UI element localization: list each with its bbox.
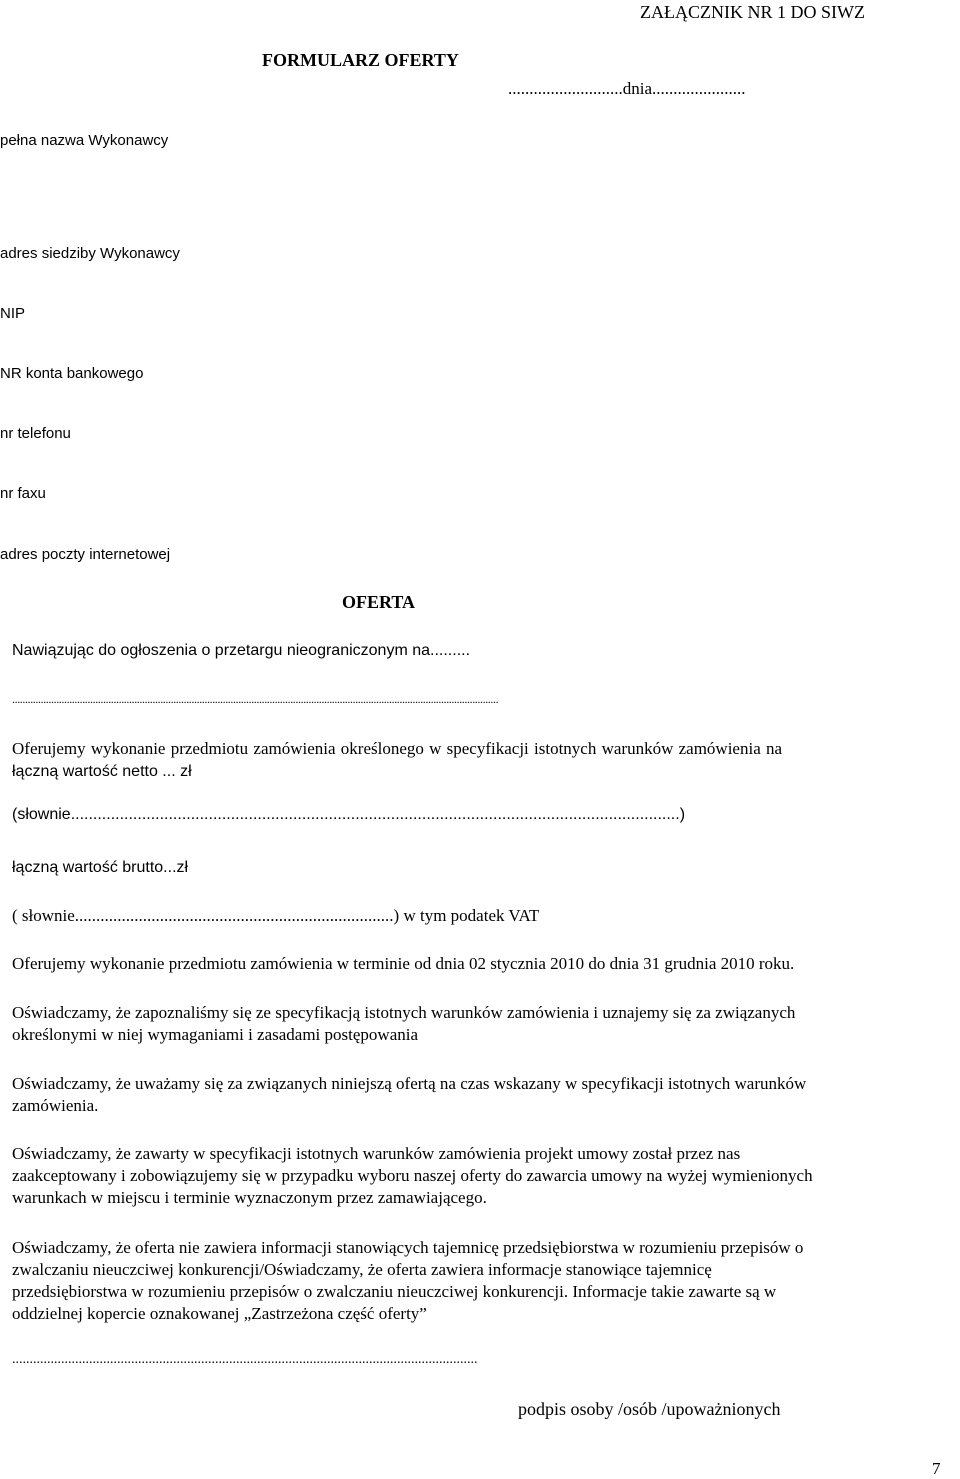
annex-label: ZAŁĄCZNIK NR 1 DO SIWZ xyxy=(640,2,865,22)
page-number: 7 xyxy=(932,1459,941,1478)
offer-intro: Nawiązując do ogłoszenia o przetargu nieograniczonym na......... xyxy=(12,642,471,659)
declaration-line: określonymi w niej wymaganiami i zasadami postępowania xyxy=(12,1025,419,1044)
declaration-line: Oświadczamy, że zapoznaliśmy się ze specyfikacją istotnych warunków zamówienia i uznajemy się za związanych xyxy=(12,1003,796,1022)
declaration-2 xyxy=(12,1073,806,1117)
email-label: adres poczty internetowej xyxy=(0,546,171,563)
declaration-line: oddzielnej kopercie oznakowanej „Zastrzeżona część oferty” xyxy=(12,1304,427,1323)
gross-value-words: ( słownie...........................................................................) w tym podatek VAT xyxy=(12,906,540,925)
gross-value: łączną wartość brutto...zł xyxy=(12,859,189,876)
declaration-4 xyxy=(12,1237,803,1325)
declaration-line: zamówienia. xyxy=(12,1096,99,1115)
offer-dots-line: ........................................................................................................................................................................................... xyxy=(12,692,499,706)
declaration-line: warunkach w miejscu i terminie wyznaczonym przez zamawiającego. xyxy=(12,1188,487,1207)
date-line: ...........................dnia...................... xyxy=(508,79,746,98)
declaration-3 xyxy=(12,1143,813,1209)
declaration-line: Oświadczamy, że oferta nie zawiera informacji stanowiących tajemnicę przedsiębiorstwa w rozumieniu przepisów o xyxy=(12,1238,804,1257)
net-value: łączną wartość netto ... zł xyxy=(12,763,192,780)
nip-label: NIP xyxy=(0,305,26,322)
fax-label: nr faxu xyxy=(0,485,46,502)
phone-label: nr telefonu xyxy=(0,425,71,442)
contractor-name-label: pełna nazwa Wykonawcy xyxy=(0,132,169,149)
declaration-1 xyxy=(12,1002,795,1046)
declaration-line: zaakceptowany i zobowiązujemy się w przypadku wyboru naszej oferty do zawarcia umowy na wyżej wymienionych xyxy=(12,1166,813,1185)
offer-value-line: Oferujemy wykonanie przedmiotu zamówienia określonego w specyfikacji istotnych warunków zamówienia na xyxy=(12,739,783,758)
form-title: FORMULARZ OFERTY xyxy=(262,50,459,70)
declaration-line: Oświadczamy, że zawarty w specyfikacji istotnych warunków zamówienia projekt umowy został przez nas xyxy=(12,1144,741,1163)
declaration-line: zwalczaniu nieuczciwej konkurencji/Oświadczamy, że oferta zawiera informacje stanowiące tajemnicę xyxy=(12,1260,712,1279)
declaration-line: Oświadczamy, że uważamy się za związanych niniejszą ofertą na czas wskazany w specyfikacji istotnych warunków xyxy=(12,1074,807,1093)
declaration-line: przedsiębiorstwa w rozumieniu przepisów o zwalczaniu nieuczciwej konkurencji. Informacje takie zawarte są w xyxy=(12,1282,777,1301)
bank-account-label: NR konta bankowego xyxy=(0,365,144,382)
net-value-words: (słownie.........................................................................................................................................) xyxy=(12,806,686,823)
signature-label: podpis osoby /osób /upoważnionych xyxy=(518,1399,781,1419)
offer-term: Oferujemy wykonanie przedmiotu zamówienia w terminie od dnia 02 stycznia 2010 do dnia 31 grudnia 2010 roku. xyxy=(12,954,795,973)
offer-title: OFERTA xyxy=(342,592,416,612)
signature-dots: ..................................................................................................................................... xyxy=(12,1352,478,1367)
contractor-address-label: adres siedziby Wykonawcy xyxy=(0,245,180,262)
